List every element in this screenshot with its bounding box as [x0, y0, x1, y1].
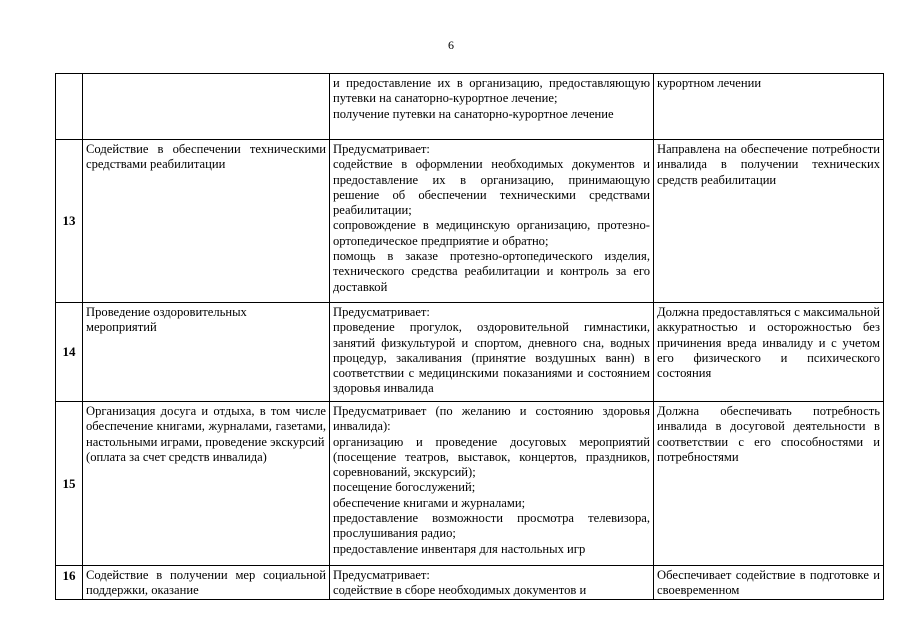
- content-line: предоставление возможности просмотра телевизора, прослушивания радио;: [333, 511, 650, 541]
- service-line: (оплата за счет средств инвалида): [86, 449, 267, 464]
- service-name-cell: [83, 303, 330, 402]
- table-row: [56, 303, 884, 402]
- content-line: организацию и проведение досуговых мероприятий (посещение театров, выставок, концертов, праздников, соревнований, экскурсий);: [333, 434, 650, 480]
- content-line: помощь в заказе протезно-ортопедического изделия, технического средства реабилитации и контроль за его доставкой: [333, 249, 650, 294]
- service-content-cell: [330, 303, 654, 402]
- service-name-cell: [83, 402, 330, 566]
- service-conditions-cell: [654, 402, 884, 566]
- service-conditions-cell: [654, 74, 884, 140]
- content-line: посещение богослужений;: [333, 480, 476, 495]
- conditions-line: Должна предоставляться с максимальной аккуратностью и осторожностью без причинения вреда инвалиду и с учетом его физического и психического состояния: [657, 305, 880, 381]
- table-row: [56, 74, 884, 140]
- table-row: [56, 140, 884, 303]
- service-line: Содействие в обеспечении техническими средствами реабилитации: [86, 142, 326, 172]
- content-line: сопровождение в медицинскую организацию, протезно-ортопедическое предприятие и обратно;: [333, 218, 650, 248]
- conditions-line: Обеспечивает содействие в подготовке и своевременном: [657, 568, 880, 598]
- service-conditions-cell: [654, 140, 884, 303]
- service-name-cell: [83, 74, 330, 140]
- row-number: 15: [56, 402, 83, 566]
- conditions-line: Направлена на обеспечение потребности инвалида в получении технических средств реабилитации: [657, 142, 880, 187]
- row-number: 14: [56, 303, 83, 402]
- service-name-cell: [83, 140, 330, 303]
- service-line: Проведение оздоровительных мероприятий: [86, 305, 247, 335]
- content-line: Предусматривает:: [333, 305, 430, 319]
- content-line: Предусматривает:: [333, 142, 430, 156]
- content-line: предоставление инвентаря для настольных игр: [333, 541, 586, 556]
- service-line: Организация досуга и отдыха, в том числе обеспечение книгами, журналами, газетами, настольными играми, проведение экскурсий: [86, 404, 326, 449]
- page-number: 6: [448, 38, 454, 52]
- row-number: 16: [56, 566, 83, 600]
- conditions-line: курортном лечении: [657, 76, 762, 90]
- service-content-cell: [330, 140, 654, 303]
- content-line: и предоставление их в организацию, предоставляющую путевки на санаторно-курортное лечение;: [333, 76, 650, 106]
- content-line: проведение прогулок, оздоровительной гимнастики, занятий физкультурой и спортом, дневного сна, водных процедур, закаливания (принятие воздушных ванн) в соответствии с медицинскими показаниями и состоянием здоровья инвалида: [333, 320, 650, 396]
- service-content-cell: [330, 402, 654, 566]
- content-line: Предусматривает:: [333, 568, 430, 582]
- service-line: Содействие в получении мер социальной поддержки, оказание: [86, 568, 326, 598]
- table-row: [56, 566, 884, 600]
- service-conditions-cell: [654, 303, 884, 402]
- content-line: содействие в сборе необходимых документов и: [333, 583, 587, 598]
- content-line: Предусматривает (по желанию и состоянию здоровья инвалида):: [333, 404, 650, 434]
- row-number: 13: [56, 140, 83, 303]
- services-table: [55, 73, 884, 600]
- row-number: [56, 74, 83, 140]
- service-conditions-cell: [654, 566, 884, 600]
- content-line: получение путевки на санаторно-курортное лечение: [333, 106, 614, 121]
- content-line: содействие в оформлении необходимых документов и предоставление их в организацию, принимающую решение об обеспечении техническими средствами реабилитации;: [333, 157, 650, 218]
- content-line: обеспечение книгами и журналами;: [333, 495, 526, 510]
- service-content-cell: [330, 74, 654, 140]
- conditions-line: Должна обеспечивать потребность инвалида в досуговой деятельности в соответствии с его способностями и потребностями: [657, 404, 880, 464]
- service-content-cell: [330, 566, 654, 600]
- table-row: [56, 402, 884, 566]
- service-name-cell: [83, 566, 330, 600]
